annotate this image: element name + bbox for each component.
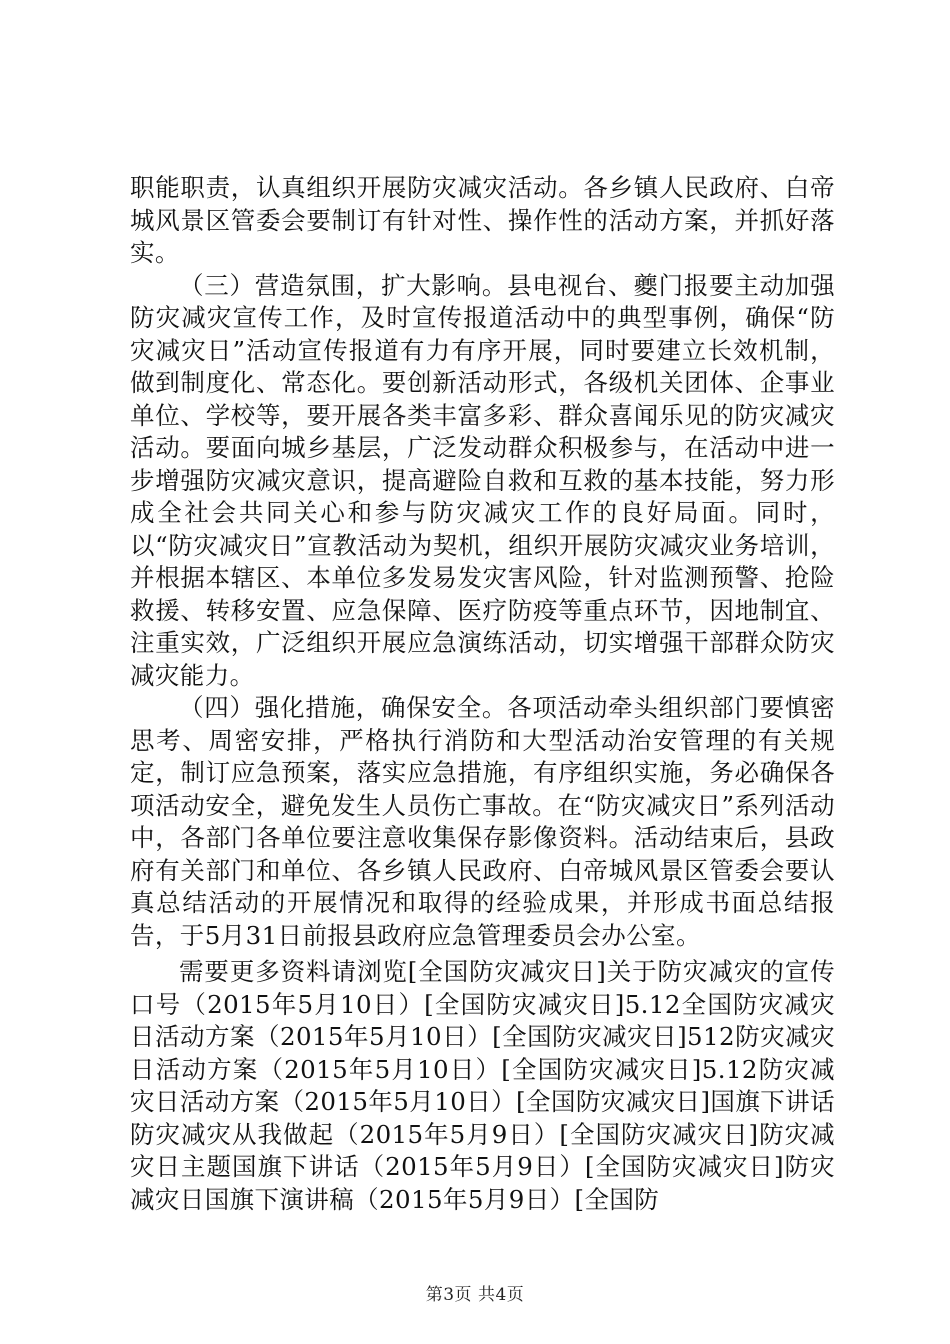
- document-body: [130, 172, 835, 1216]
- paragraph-section-four: （四）强化措施，确保安全。各项活动牵头组织部门要慎密思考、周密安排，严格执行消防和大型活动治安管理的有关规定，制订应急预案，落实应急措施，有序组织实施，务必确保各项活动安全，避免发生人员伤亡事故。在“防灾减灾日”系列活动中，各部门各单位要注意收集保存影像资料。活动结束后，县政府有关部门和单位、各乡镇人民政府、白帝城风景区管委会要认真总结活动的开展情况和取得的经验成果，并形成书面总结报告，于5月31日前报县政府应急管理委员会办公室。: [130, 693, 835, 950]
- page-number-footer: 第3页 共4页: [425, 1285, 525, 1305]
- paragraph-section-three: （三）营造氛围，扩大影响。县电视台、夔门报要主动加强防灾减灾宣传工作，及时宣传报道活动中的典型事例，确保“防灾减灾日”活动宣传报道有力有序开展，同时要建立长效机制，做到制度化、常态化。要创新活动形式，各级机关团体、企事业单位、学校等，要开展各类丰富多彩、群众喜闻乐见的防灾减灾活动。要面向城乡基层，广泛发动群众积极参与，在活动中进一步增强防灾减灾意识，提高避险自救和互救的基本技能，努力形成全社会共同关心和参与防灾减灾工作的良好局面。同时，以“防灾减灾日”宣教活动为契机，组织开展防灾减灾业务培训，并根据本辖区、本单位多发易发灾害风险，针对监测预警、抢险救援、转移安置、应急保障、医疗防疫等重点环节，因地制宜、注重实效，广泛组织开展应急演练活动，切实增强干部群众防灾减灾能力。: [130, 270, 835, 690]
- paragraph-duties: 职能职责，认真组织开展防灾减灾活动。各乡镇人民政府、白帝城风景区管委会要制订有针对性、操作性的活动方案，并抓好落实。: [130, 173, 835, 267]
- paragraph-more-resources: 需要更多资料请浏览[全国防灾减灾日]关于防灾减灾的宣传口号（2015年5月10日）[全国防灾减灾日]5.12全国防灾减灾日活动方案（2015年5月10日）[全国防灾减灾日]512防灾减灾日活动方案（2015年5月10日）[全国防灾减灾日]5.12防灾减灾日活动方案（2015年5月10日）[全国防灾减灾日]国旗下讲话防灾减灾从我做起（2015年5月9日）[全国防灾减灾日]防灾减灾日主题国旗下讲话（2015年5月9日）[全国防灾减灾日]防灾减灾日国旗下演讲稿（2015年5月9日）[全国防: [130, 957, 835, 1214]
